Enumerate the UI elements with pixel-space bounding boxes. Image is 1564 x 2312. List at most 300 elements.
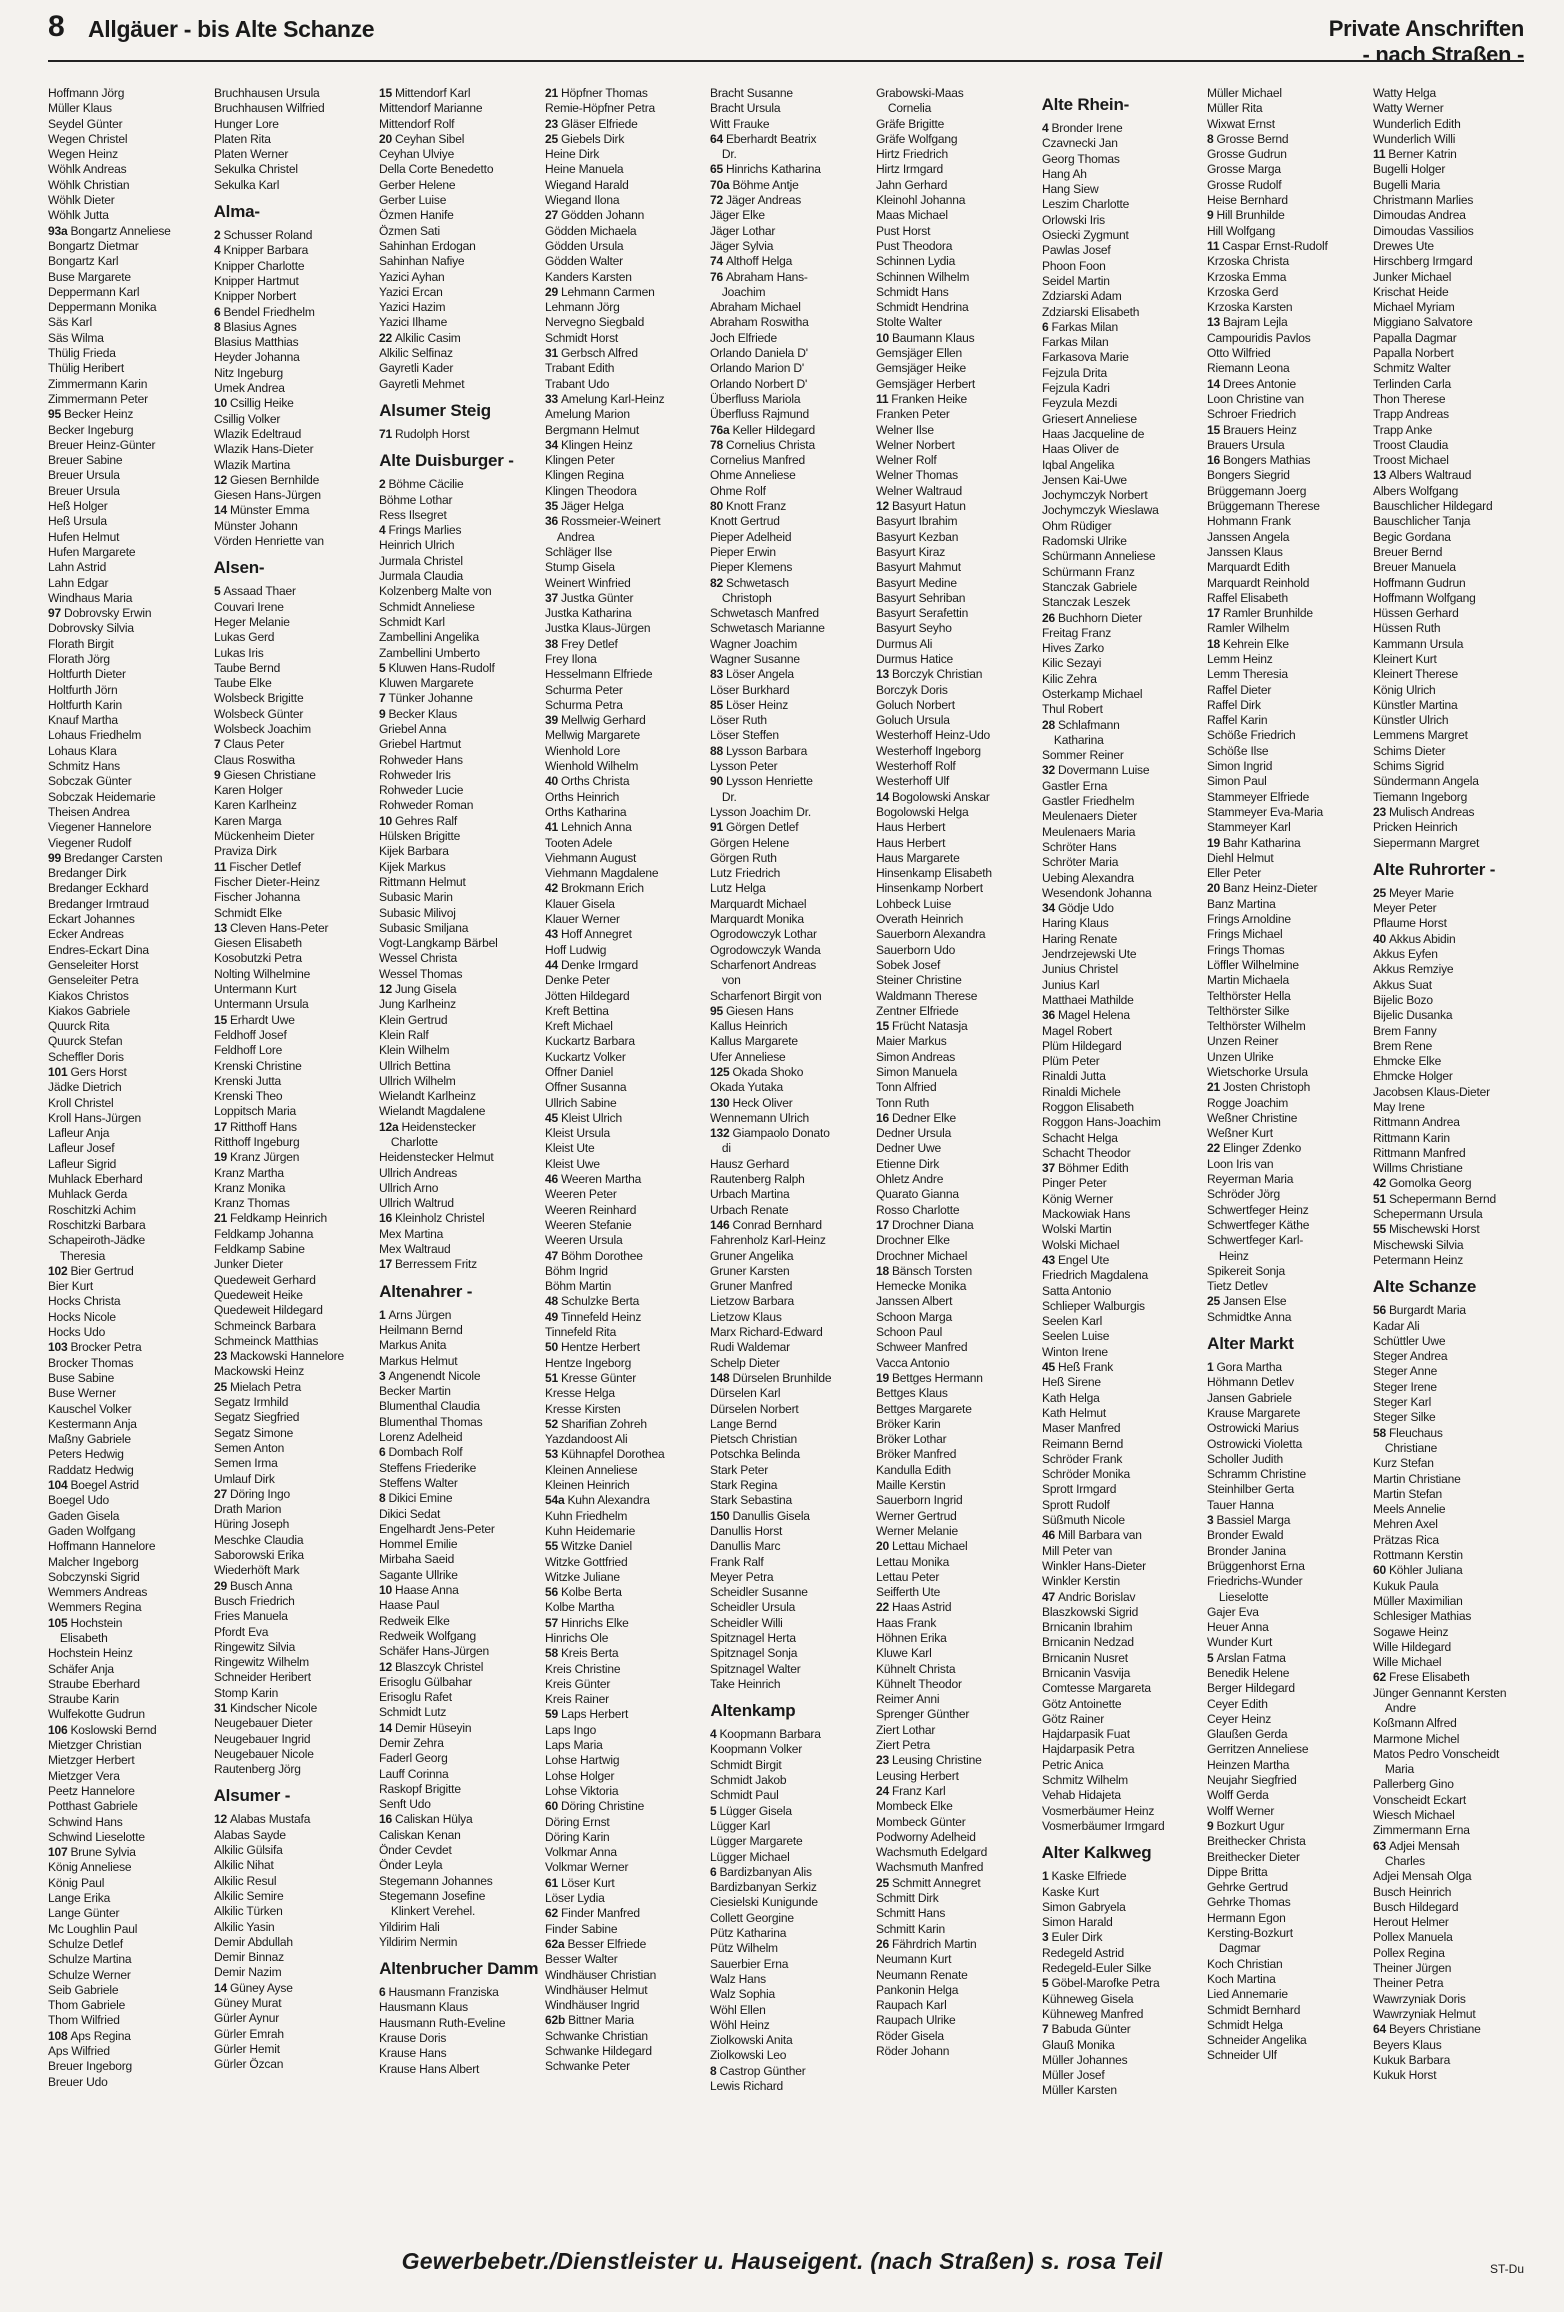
resident-entry	[1207, 1172, 1369, 1187]
resident-entry	[48, 1860, 210, 1875]
resident-entry	[48, 1447, 210, 1462]
resident-name: Ringewitz Silvia	[213, 1639, 295, 1654]
resident-name: Sprott Irmgard	[1041, 1482, 1116, 1497]
resident-entry	[1373, 453, 1535, 468]
street-heading: Alsen-	[213, 558, 265, 578]
resident-name: Hufen Helmut	[48, 529, 120, 544]
resident-entry	[214, 860, 376, 875]
resident-entry	[1373, 1131, 1535, 1146]
resident-name: Yazdandoost Ali	[544, 1432, 628, 1447]
resident-name: Cornelia	[887, 101, 932, 116]
resident-entry	[710, 698, 872, 713]
resident-entry	[876, 621, 1038, 636]
resident-name: Lahn Astrid	[48, 560, 107, 575]
house-number: 64	[1372, 2022, 1386, 2037]
resident-entry	[876, 683, 1038, 698]
resident-name: Rossmeier-Weinert	[560, 514, 661, 529]
resident-entry	[710, 484, 872, 499]
resident-entry	[1042, 274, 1204, 289]
resident-name: Georg Thomas	[1041, 151, 1120, 166]
resident-name: Holtfurth Dieter	[48, 667, 126, 682]
resident-name: Kresse Günter	[560, 1370, 636, 1385]
resident-entry	[876, 1294, 1038, 1309]
resident-name: Urbach Renate	[710, 1202, 789, 1217]
resident-name: Schusser Roland	[223, 228, 312, 243]
resident-entry	[1207, 1310, 1369, 1325]
resident-name: Demir Zehra	[379, 1735, 444, 1750]
resident-name: Gruner Manfred	[710, 1279, 793, 1294]
resident-entry	[545, 1386, 707, 1401]
resident-name: Quarato Gianna	[875, 1187, 959, 1202]
resident-name: Kilic Sezayi	[1041, 656, 1101, 671]
resident-entry	[214, 1981, 376, 1996]
resident-entry	[545, 208, 707, 223]
resident-entry	[379, 224, 541, 239]
resident-name: Fischer Johanna	[213, 890, 300, 905]
resident-name: Mill Barbara van	[1057, 1528, 1142, 1543]
resident-name: Giesen Hans	[726, 1003, 794, 1018]
resident-name: Gödje Udo	[1057, 901, 1114, 916]
resident-name: Kresse Kirsten	[544, 1401, 621, 1416]
resident-name: Berger Hildegard	[1207, 1681, 1296, 1696]
resident-name: Breuer Udo	[48, 2074, 108, 2089]
resident-name: Lauff Corinna	[379, 1766, 449, 1781]
resident-name: Genseleiter Horst	[48, 957, 139, 972]
resident-name: Bröker Lothar	[875, 1432, 947, 1447]
resident-entry	[48, 1600, 210, 1615]
resident-name: Orths Katharina	[544, 804, 627, 819]
resident-name: Fejzula Drita	[1041, 365, 1107, 380]
resident-entry	[48, 836, 210, 851]
resident-entry	[876, 1662, 1038, 1677]
resident-name: Yildirim Hali	[379, 1919, 440, 1934]
resident-name: Prätzas Rica	[1372, 1532, 1439, 1547]
resident-name: Bogolowski Helga	[875, 804, 969, 819]
resident-name: Seelen Karl	[1041, 1314, 1102, 1329]
resident-entry	[1042, 2007, 1204, 2022]
resident-entry	[876, 270, 1038, 285]
house-number: 46	[544, 1172, 558, 1187]
resident-entry	[379, 1445, 541, 1460]
resident-entry	[1207, 1712, 1369, 1727]
resident-name: Müller Rita	[1207, 101, 1263, 116]
resident-entry	[48, 1172, 210, 1187]
resident-entry	[379, 661, 541, 676]
resident-entry	[1042, 442, 1204, 457]
resident-name: Sommer Reiner	[1041, 748, 1124, 763]
resident-name: Dürselen Norbert	[710, 1401, 799, 1416]
resident-name: Nolting Wilhelmine	[213, 966, 310, 981]
resident-name: Zambellini Angelika	[379, 630, 480, 645]
resident-name: Witzke Daniel	[560, 1539, 632, 1554]
resident-entry	[379, 829, 541, 844]
resident-entry	[1207, 1574, 1369, 1589]
resident-entry	[1042, 1146, 1204, 1161]
resident-entry	[876, 484, 1038, 499]
resident-name: Radomski Ulrike	[1041, 534, 1127, 549]
resident-name: Segatz Siegfried	[213, 1410, 299, 1425]
resident-name: Schäfer Hans-Jürgen	[379, 1644, 490, 1659]
resident-name: Kleist Ute	[544, 1141, 595, 1156]
resident-name: Fährdrich Martin	[891, 1936, 977, 1951]
resident-entry	[1207, 1727, 1369, 1742]
resident-name: Döring Ernst	[544, 1814, 610, 1829]
resident-name: Gerritzen Anneliese	[1207, 1742, 1309, 1757]
resident-name: Bongers Siegrid	[1207, 468, 1290, 483]
resident-name: Rohweder Lucie	[379, 783, 464, 798]
resident-entry	[710, 423, 872, 438]
resident-name: Besser Walter	[544, 1952, 618, 1967]
resident-entry	[876, 1646, 1038, 1661]
resident-name: Cornelius Christa	[726, 437, 816, 452]
resident-name: Babuda Günter	[1051, 2022, 1131, 2037]
resident-name: Rohweder Iris	[379, 767, 451, 782]
resident-name: Berressem Fritz	[395, 1257, 478, 1272]
resident-name: Vogt-Langkamp Bärbel	[379, 936, 498, 951]
house-number: 20	[1207, 881, 1221, 896]
resident-entry	[876, 790, 1038, 805]
resident-name: Phoon Foon	[1041, 258, 1106, 273]
house-number: 23	[1372, 804, 1386, 819]
resident-entry	[710, 1804, 872, 1819]
resident-entry	[48, 1677, 210, 1692]
resident-name: Frank Ralf	[710, 1554, 764, 1569]
resident-entry	[214, 1013, 376, 1028]
resident-name: Bracht Ursula	[710, 101, 781, 116]
resident-entry	[545, 1172, 707, 1187]
resident-name: Spikereit Sonja	[1207, 1263, 1286, 1278]
resident-entry	[1373, 1253, 1535, 1268]
resident-entry	[48, 897, 210, 912]
resident-entry	[1042, 1069, 1204, 1084]
resident-name: Abraham Michael	[710, 300, 802, 315]
resident-name: Dürselen Karl	[710, 1386, 781, 1401]
resident-entry	[876, 897, 1038, 912]
resident-entry	[1373, 901, 1535, 916]
resident-entry	[48, 774, 210, 789]
resident-name: Schulze Detlef	[48, 1936, 123, 1951]
house-number: 40	[1372, 931, 1386, 946]
resident-name: Trapp Andreas	[1372, 407, 1449, 422]
resident-name: Franken Peter	[875, 407, 950, 422]
resident-name: Drochner Diana	[891, 1217, 974, 1232]
resident-name: Engel Ute	[1057, 1252, 1109, 1267]
resident-name: Christiane	[1384, 1440, 1437, 1455]
resident-entry	[710, 453, 872, 468]
resident-name: Euler Dirk	[1051, 1930, 1102, 1945]
resident-entry	[1042, 1437, 1204, 1452]
resident-name: Busch Hildegard	[1372, 1899, 1459, 1914]
resident-name: Fischer Dieter-Heinz	[213, 874, 320, 889]
resident-entry	[1373, 208, 1535, 223]
resident-name: Sekulka Karl	[213, 177, 279, 192]
resident-entry	[545, 1157, 707, 1172]
resident-name: Koopmann Volker	[710, 1742, 803, 1757]
house-number: 4	[379, 523, 386, 538]
resident-name: Hufen Margarete	[48, 544, 136, 559]
resident-entry	[379, 1767, 541, 1782]
resident-entry	[48, 637, 210, 652]
resident-entry	[214, 289, 376, 304]
resident-entry	[48, 1493, 210, 1508]
resident-entry	[1373, 162, 1535, 177]
resident-entry	[710, 1447, 872, 1462]
resident-entry	[1042, 825, 1204, 840]
resident-entry	[214, 707, 376, 722]
resident-name: Gürler Emrah	[213, 2026, 284, 2041]
resident-name: Schepermann Bernd	[1388, 1191, 1496, 1206]
resident-entry	[1042, 947, 1204, 962]
resident-entry	[1373, 1670, 1535, 1685]
resident-entry	[1042, 2083, 1204, 2098]
house-number: 25	[875, 1875, 889, 1890]
resident-entry	[1042, 1574, 1204, 1589]
resident-entry	[1373, 1192, 1535, 1207]
resident-name: Orlando Norbert D'	[710, 376, 808, 391]
resident-name: Schmitz Hans	[48, 759, 120, 774]
resident-name: Castrop Günther	[719, 2063, 806, 2078]
resident-entry	[214, 1395, 376, 1410]
resident-name: Löser Heinz	[726, 697, 789, 712]
resident-entry	[710, 1926, 872, 1941]
house-number: 7	[213, 737, 221, 752]
resident-name: Quedeweit Gerhard	[213, 1272, 316, 1287]
resident-entry	[876, 1906, 1038, 1921]
resident-entry	[545, 1249, 707, 1264]
resident-name: Wolff Werner	[1207, 1803, 1275, 1818]
resident-entry	[545, 621, 707, 636]
resident-entry	[545, 1784, 707, 1799]
resident-entry	[1042, 1085, 1204, 1100]
resident-name: Kaske Kurt	[1041, 1884, 1099, 1899]
resident-name: Remie-Höpfner Petra	[544, 101, 655, 116]
resident-name: Wietschorke Ursula	[1207, 1065, 1308, 1079]
resident-entry	[214, 1059, 376, 1074]
house-number: 12	[875, 499, 889, 514]
resident-name: Muhlack Eberhard	[48, 1172, 143, 1187]
resident-entry	[545, 1279, 707, 1294]
house-number: 23	[544, 116, 558, 131]
resident-name: Loon Christine van	[1207, 391, 1305, 406]
resident-entry	[214, 1517, 376, 1532]
resident-entry	[379, 147, 541, 162]
resident-name: Hang Ah	[1041, 166, 1087, 181]
resident-entry	[214, 1487, 376, 1502]
resident-name: Seelen Luise	[1041, 1329, 1109, 1344]
resident-entry	[1207, 836, 1369, 851]
resident-name: Lohse Hartwig	[544, 1753, 620, 1768]
resident-name: Frey Ilona	[544, 651, 597, 666]
resident-name: Lügger Michael	[710, 1849, 790, 1864]
resident-entry	[1042, 1192, 1204, 1207]
house-number: 63	[1372, 1838, 1386, 1853]
resident-name: Becker Martin	[379, 1384, 451, 1399]
resident-entry	[1373, 886, 1535, 901]
resident-entry	[876, 1509, 1038, 1524]
resident-name: Reimer Anni	[875, 1692, 940, 1707]
resident-entry	[1373, 1915, 1535, 1930]
resident-entry	[710, 545, 872, 560]
resident-entry	[876, 2013, 1038, 2028]
resident-name: Ufer Anneliese	[710, 1049, 786, 1064]
resident-name: Mackowski Hannelore	[229, 1349, 344, 1364]
resident-name: Danullis Gisela	[732, 1508, 811, 1523]
resident-entry	[1207, 1834, 1369, 1849]
resident-entry	[1042, 886, 1204, 901]
resident-name: Quedeweit Heike	[213, 1287, 303, 1302]
resident-name: Frese Elisabeth	[1388, 1670, 1470, 1685]
resident-entry	[1373, 1732, 1535, 1747]
resident-name: Schmeinck Barbara	[213, 1318, 316, 1333]
resident-name: Breuer Heinz-Günter	[48, 437, 156, 452]
resident-entry	[214, 1349, 376, 1364]
resident-entry	[710, 86, 872, 101]
resident-name: Elisabeth	[59, 1630, 108, 1645]
resident-name: Bassiel Marga	[1216, 1513, 1291, 1528]
resident-name: Lügger Margarete	[710, 1834, 803, 1849]
resident-entry	[379, 753, 541, 768]
resident-entry	[1042, 595, 1204, 610]
resident-name: Gruner Karsten	[710, 1263, 790, 1278]
resident-name: Dedner Elke	[891, 1110, 957, 1125]
resident-name: Kurz Stefan	[1372, 1456, 1434, 1471]
resident-name: Weinert Winfried	[544, 575, 631, 590]
resident-entry	[710, 468, 872, 483]
resident-name: Petric Anica	[1041, 1757, 1103, 1772]
resident-entry	[379, 1150, 541, 1165]
resident-entry	[1207, 499, 1369, 514]
resident-entry	[710, 162, 872, 177]
resident-name: Andrea	[556, 529, 595, 544]
resident-entry	[1207, 973, 1369, 988]
resident-name: Krenski Theo	[213, 1089, 282, 1104]
resident-entry	[214, 982, 376, 997]
resident-name: Kleinen Heinrich	[544, 1478, 630, 1493]
resident-entry	[876, 1417, 1038, 1432]
resident-name: Stammeyer Elfriede	[1207, 789, 1310, 804]
house-number: 105	[48, 1615, 68, 1630]
house-number: 10	[875, 330, 889, 345]
resident-name: Weeren Ursula	[544, 1233, 623, 1248]
house-number: 11	[213, 859, 226, 874]
resident-entry	[876, 530, 1038, 545]
resident-name: Werner Melanie	[875, 1523, 958, 1538]
resident-entry	[1207, 1141, 1369, 1156]
resident-name: Subasic Smiljana	[379, 920, 469, 935]
resident-entry	[545, 86, 707, 101]
resident-name: Wegen Christel	[48, 131, 128, 146]
resident-entry	[214, 1533, 376, 1548]
directory-column	[1373, 86, 1539, 2212]
resident-name: Bajram Lejla	[1223, 315, 1288, 330]
resident-name: Denke Irmgard	[560, 957, 638, 972]
house-number: 3	[1041, 1930, 1049, 1945]
resident-name: Wolski Michael	[1041, 1237, 1119, 1252]
house-number: 51	[1372, 1191, 1386, 1206]
resident-name: Fejzula Kadri	[1041, 381, 1110, 396]
resident-entry	[48, 1922, 210, 1937]
resident-entry	[1042, 779, 1204, 794]
entry-continuation	[379, 1135, 545, 1150]
resident-name: Feldkamp Sabine	[213, 1242, 305, 1257]
resident-entry	[1207, 1482, 1369, 1497]
resident-name: Semen Irma	[213, 1456, 278, 1471]
resident-name: Rudi Waldemar	[710, 1340, 791, 1355]
resident-entry	[1207, 392, 1369, 407]
house-number: 88	[710, 743, 724, 758]
resident-entry	[876, 162, 1038, 177]
resident-name: Maille Kerstin	[875, 1478, 946, 1493]
resident-name: Angenendt Nicole	[388, 1368, 481, 1383]
resident-name: Welner Rolf	[875, 453, 937, 468]
resident-entry	[1207, 1004, 1369, 1019]
street-heading: Altenbrucher Damm	[379, 1959, 539, 1979]
resident-name: Schneider Heribert	[213, 1670, 311, 1685]
resident-entry	[876, 1111, 1038, 1126]
resident-name: Unzen Reiner	[1207, 1034, 1279, 1049]
resident-name: Lieselotte	[1219, 1589, 1269, 1604]
resident-name: Dimoudas Andrea	[1372, 208, 1466, 223]
house-number: 21	[544, 86, 558, 100]
resident-entry	[710, 1233, 872, 1248]
resident-name: Feyzula Mezdi	[1041, 396, 1117, 411]
house-number: 40	[544, 774, 558, 789]
resident-entry	[214, 274, 376, 289]
resident-entry	[214, 1303, 376, 1318]
resident-name: Feldkamp Johanna	[213, 1226, 313, 1241]
house-number: 62a	[544, 1936, 565, 1951]
resident-entry	[1042, 1176, 1204, 1191]
resident-name: Klein Ralf	[379, 1027, 429, 1042]
resident-entry	[1373, 576, 1535, 591]
resident-name: Hives Zarko	[1041, 641, 1104, 656]
resident-name: Alkilic Selfinaz	[379, 346, 453, 361]
resident-name: Willms Christiane	[1372, 1161, 1463, 1176]
resident-name: Mielach Petra	[229, 1379, 301, 1394]
resident-entry	[1207, 2018, 1369, 2033]
resident-name: Ziolkowski Anita	[710, 2033, 793, 2048]
resident-name: Mischewski Horst	[1388, 1222, 1480, 1237]
house-number: 104	[48, 1478, 68, 1493]
resident-entry	[214, 1089, 376, 1104]
resident-name: Erisoglu Gülbahar	[379, 1674, 473, 1689]
resident-name: Götz Rainer	[1041, 1711, 1104, 1726]
resident-name: Fleuchaus	[1388, 1425, 1443, 1440]
resident-name: Lange Erika	[48, 1891, 111, 1906]
resident-name: Uebing Alexandra	[1041, 870, 1134, 885]
resident-entry	[1373, 1823, 1535, 1838]
resident-entry	[48, 162, 210, 177]
resident-entry	[48, 423, 210, 438]
house-number: 20	[875, 1539, 889, 1554]
resident-entry	[545, 1524, 707, 1539]
house-number: 6	[213, 304, 221, 319]
resident-entry	[876, 973, 1038, 988]
resident-name: Kukuk Barbara	[1372, 2052, 1450, 2067]
resident-entry	[1207, 912, 1369, 927]
resident-entry	[1373, 993, 1535, 1008]
resident-name: Orths Christa	[560, 774, 630, 789]
resident-entry	[214, 101, 376, 116]
resident-name: Steffens Walter	[379, 1475, 458, 1490]
resident-name: Alkilic Semire	[213, 1888, 284, 1903]
house-number: 12	[213, 472, 227, 487]
resident-entry	[1373, 1319, 1535, 1334]
resident-entry	[379, 1399, 541, 1414]
resident-entry	[379, 1507, 541, 1522]
resident-name: Redweik Wolfgang	[379, 1628, 477, 1643]
resident-entry	[545, 1264, 707, 1279]
